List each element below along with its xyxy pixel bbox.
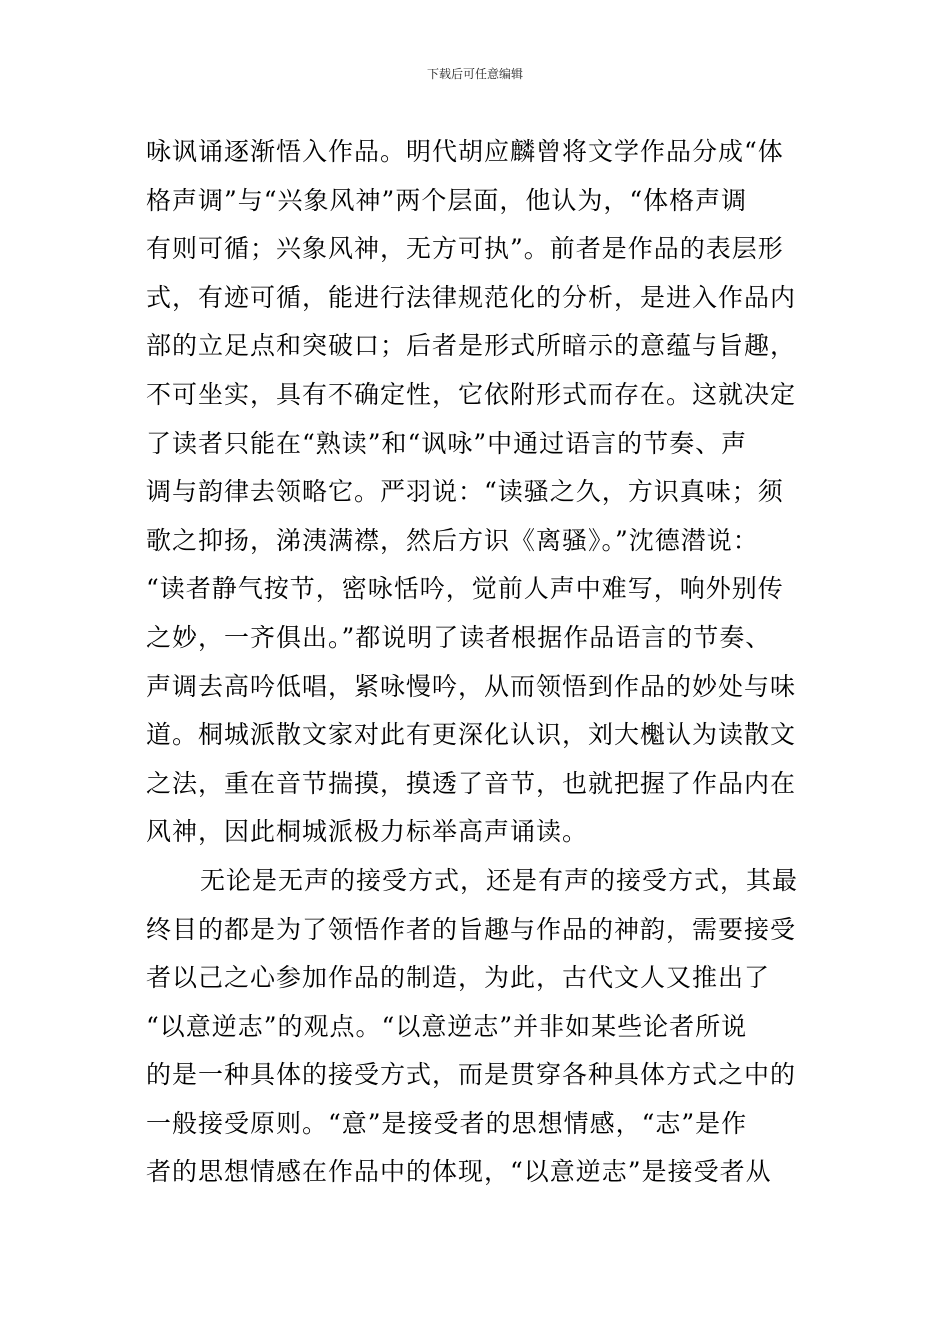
text-line: 部的立足点和突破口；后者是形式所暗示的意蕴与旨趣， [146, 331, 797, 361]
text-line: 之妙，一齐俱出。”都说明了读者根据作品语言的节奏、 [146, 622, 772, 652]
document-body [146, 128, 806, 1197]
text-line: 之法，重在音节揣摸，摸透了音节，也就把握了作品内在 [146, 768, 797, 798]
text-line: 歌之抑扬，涕洟满襟，然后方识《离骚》。”沈德潜说： [146, 525, 759, 555]
text-line: 者以己之心参加作品的制造，为此，古代文人又推出了 [146, 963, 771, 993]
text-line: 的是一种具体的接受方式，而是贯穿各种具体方式之中的 [146, 1060, 797, 1090]
text-line: 终目的都是为了领悟作者的旨趣与作品的神韵，需要接受 [146, 914, 797, 944]
text-line: 者的思想情感在作品中的体现，“以意逆志”是接受者从 [146, 1157, 772, 1187]
text-line: 式，有迹可循，能进行法律规范化的分析，是进入作品内 [146, 282, 797, 312]
text-line: “以意逆志”的观点。“以意逆志”并非如某些论者所说 [146, 1011, 748, 1041]
text-line: 无论是无声的接受方式，还是有声的接受方式，其最 [200, 865, 799, 895]
text-line: 格声调”与“兴象风神”两个层面，他认为，“体格声调 [146, 185, 748, 215]
text-line: 道。桐城派散文家对此有更深化认识，刘大櫆认为读散文 [146, 720, 797, 750]
paragraph [146, 857, 806, 1197]
text-line: “读者静气按节，密咏恬吟，觉前人声中难写，响外别传 [146, 574, 784, 604]
text-line: 风神，因此桐城派极力标举高声诵读。 [146, 817, 589, 847]
text-line: 调与韵律去领略它。严羽说：“读骚之久，方识真味；须 [146, 477, 784, 507]
paragraph [146, 128, 806, 857]
text-line: 有则可循；兴象风神，无方可执”。前者是作品的表层形 [146, 234, 784, 264]
text-line: 了读者只能在“熟读”和“讽咏”中通过语言的节奏、声 [146, 428, 748, 458]
text-line: 声调去高吟低唱，紧咏慢吟，从而领悟到作品的妙处与味 [146, 671, 797, 701]
text-line: 一般接受原则。“意”是接受者的思想情感，“志”是作 [146, 1108, 748, 1138]
page-header: 下载后可任意编辑 [426, 67, 523, 81]
text-line: 咏讽诵逐渐悟入作品。明代胡应麟曾将文学作品分成“体 [146, 137, 784, 166]
text-line: 不可坐实，具有不确定性，它依附形式而存在。这就决定 [146, 379, 797, 409]
